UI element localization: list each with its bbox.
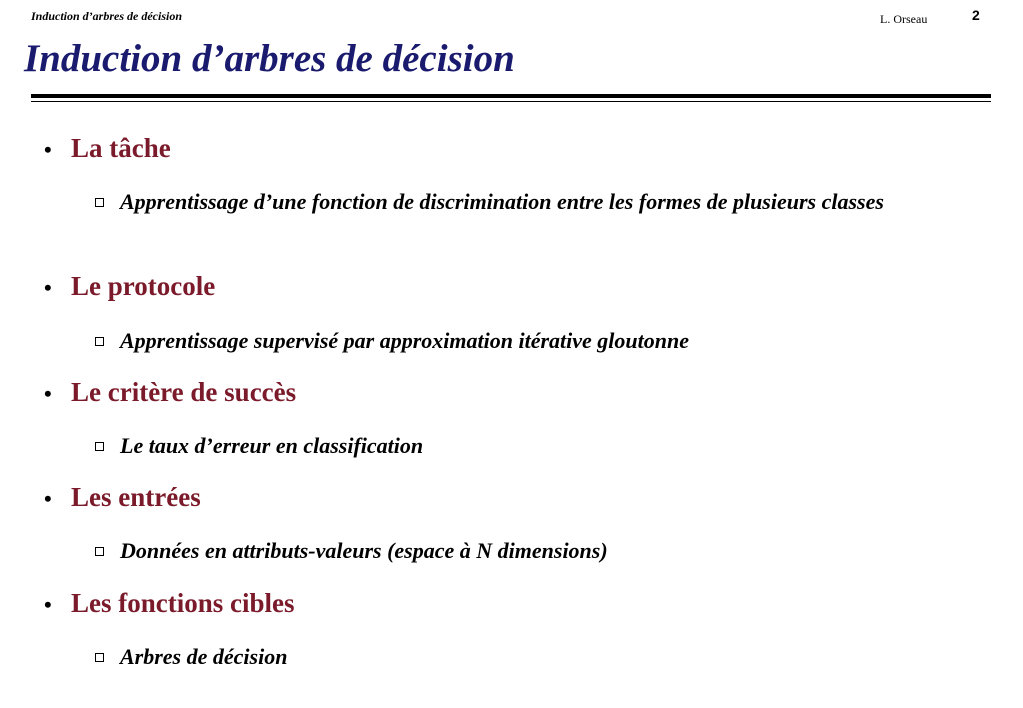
section-item: Données en attributs-valeurs (espace à N dimensions) [120,538,608,563]
bullet-icon: • [44,381,52,406]
section-heading: Les fonctions cibles [71,588,295,618]
section-heading: Les entrées [71,482,201,512]
bullet-icon: • [44,137,52,162]
hollow-square-icon [95,198,104,207]
hollow-square-icon [95,337,104,346]
hollow-square-icon [95,547,104,556]
bullet-icon: • [44,592,52,617]
section-heading: Le critère de succès [71,377,297,407]
author-label: L. Orseau [880,12,928,26]
running-header-title: Induction d’arbres de décision [31,9,183,23]
hollow-square-icon [95,442,104,451]
section-item: Arbres de décision [120,644,288,669]
section-heading: La tâche [71,133,171,163]
section-item: Apprentissage d’une fonction de discrimination entre les formes de plusieurs classes [120,189,884,214]
bullet-icon: • [44,275,52,300]
bullet-icon: • [44,486,52,511]
section-heading: Le protocole [71,271,216,301]
section-item: Le taux d’erreur en classification [120,433,424,458]
section-item: Apprentissage supervisé par approximation itérative gloutonne [120,328,689,353]
slide-title: Induction d’arbres de décision [24,37,515,80]
page-number: 2 [972,7,980,23]
hollow-square-icon [95,653,104,662]
